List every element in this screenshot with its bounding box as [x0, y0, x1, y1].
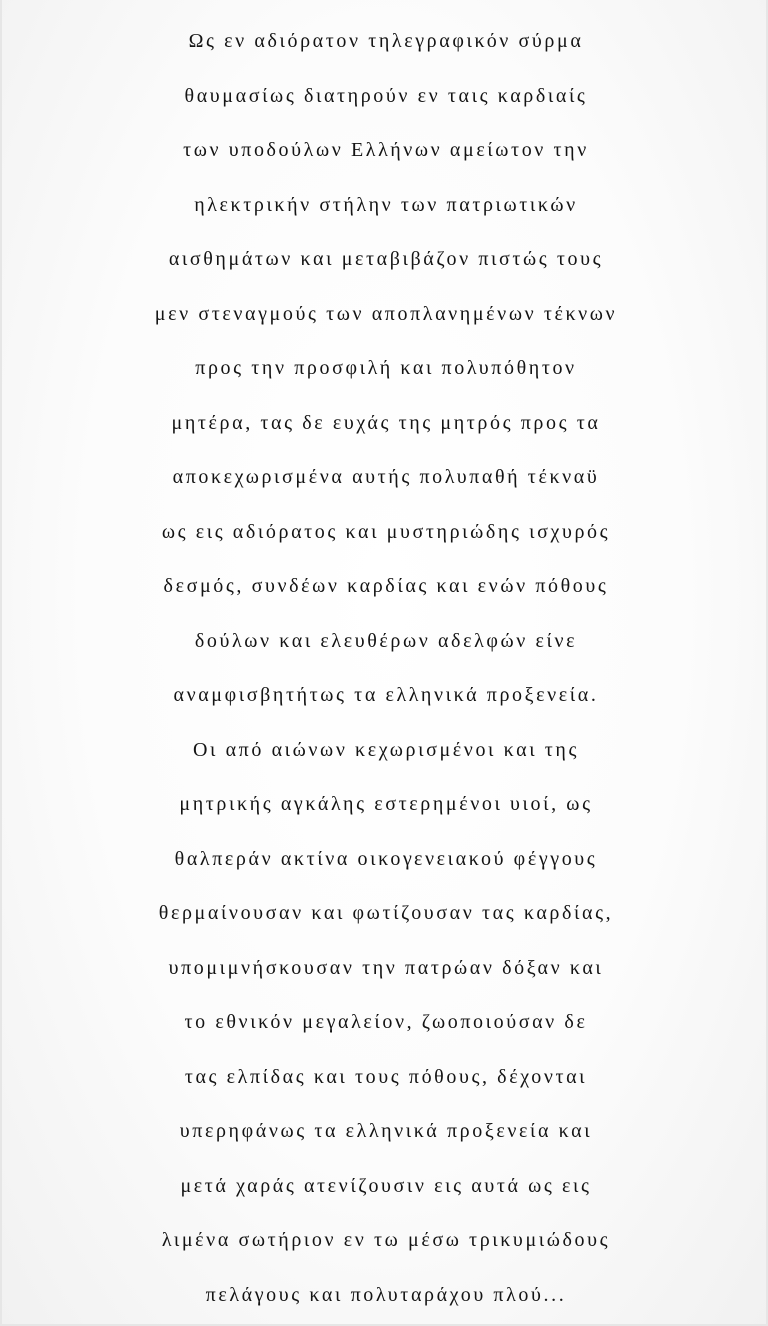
text-line: των υποδούλων Ελλήνων αμείωτον την: [183, 139, 589, 161]
text-line: αναμφισβητήτως τα ελληνικά προξενεία.: [173, 684, 599, 706]
text-line: μεν στεναγμούς των αποπλανημένων τέκνων: [154, 302, 618, 325]
text-line: αισθημάτων και μεταβιβάζον πιστώς τους: [168, 248, 604, 270]
text-line: ηλεκτρικήν στήλην των πατριωτικών: [194, 193, 578, 216]
text-line: το εθνικόν μεγαλείον, ζωοποιούσαν δε: [184, 1011, 588, 1033]
text-line: δεσμός, συνδέων καρδίας και ενών πόθους: [163, 575, 609, 597]
text-line: αποκεχωρισμένα αυτής πολυπαθή τέκναϋ: [172, 466, 600, 488]
text-line: θαλπεράν ακτίνα οικογενειακού φέγγους: [174, 847, 598, 870]
greek-text-passage: [2, 14, 768, 1322]
text-line: Ως εν αδιόρατον τηλεγραφικόν σύρμα: [188, 30, 584, 52]
text-line: τας ελπίδας και τους πόθους, δέχονται: [184, 1065, 588, 1088]
text-line: θερμαίνουσαν και φωτίζουσαν τας καρδίας,: [158, 902, 614, 924]
text-line: Οι από αιώνων κεχωρισμένοι και της: [192, 738, 580, 761]
text-line: μητρικής αγκάλης εστερημένοι υιοί, ως: [179, 793, 593, 815]
text-line: ως εις αδιόρατος και μυστηριώδης ισχυρός: [161, 520, 611, 543]
text-line: προς την προσφιλή και πολυπόθητον: [195, 357, 577, 379]
text-line: υπερηφάνως τα ελληνικά προξενεία και: [179, 1120, 593, 1142]
text-line: μητέρα, τας δε ευχάς της μητρός προς τα: [171, 411, 601, 434]
text-line: θαυμασίως διατηρούν εν ταις καρδιαίς: [184, 84, 588, 107]
text-line: πελάγους και πολυταράχου πλού...: [205, 1283, 567, 1306]
text-line: μετά χαράς ατενίζουσιν εις αυτά ως εις: [180, 1174, 592, 1197]
text-line: υπομιμνήσκουσαν την πατρώαν δόξαν και: [168, 956, 604, 979]
text-line: δούλων και ελευθέρων αδελφών είνε: [194, 629, 578, 652]
text-line: λιμένα σωτήριον εν τω μέσω τρικυμιώδους: [161, 1229, 611, 1251]
